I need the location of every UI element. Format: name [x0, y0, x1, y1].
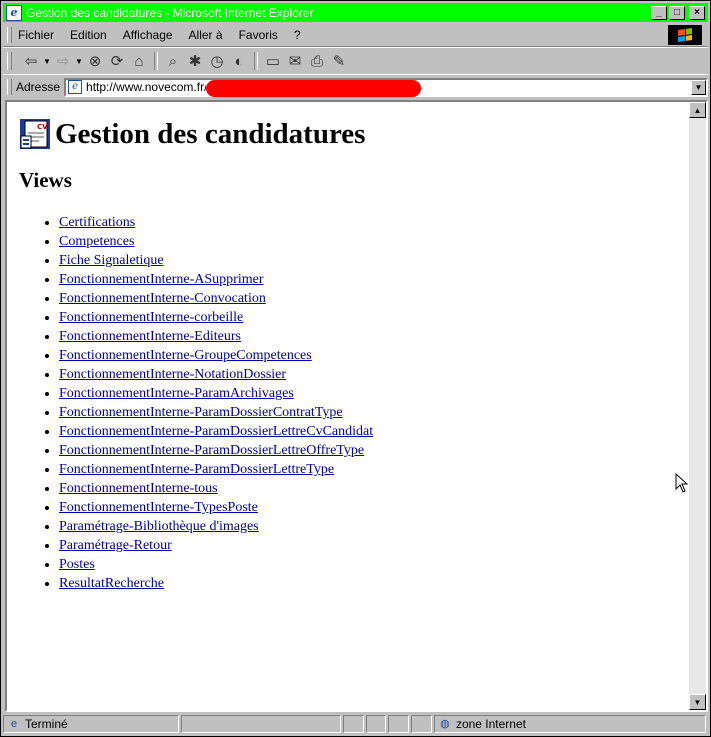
view-link[interactable]: FonctionnementInterne-GroupeCompetences [59, 348, 312, 363]
view-link[interactable]: FonctionnementInterne-ParamDossierContratType [59, 405, 343, 420]
status-panel-small [366, 715, 387, 733]
address-field[interactable] [64, 78, 708, 97]
forward-dropdown-icon[interactable]: ▼ [75, 56, 83, 66]
address-bar [3, 74, 708, 99]
list-item [59, 460, 689, 479]
status-panel-progress [181, 715, 341, 733]
page-icon: e [68, 80, 82, 94]
windows-logo-icon [668, 25, 702, 45]
view-link[interactable]: FonctionnementInterne-ParamDossierLettreCvCandidat [59, 424, 374, 439]
menu-aller-a[interactable]: Aller à [188, 28, 223, 42]
title-bar[interactable] [3, 3, 708, 22]
list-item [59, 308, 689, 327]
page-header [19, 116, 689, 152]
status-panel-small [388, 715, 409, 733]
edit-icon[interactable]: ✎ [332, 53, 346, 70]
list-item [59, 555, 689, 574]
list-item [59, 327, 689, 346]
views-heading: Views [19, 168, 72, 192]
page-done-icon: e [10, 718, 18, 730]
page-content [7, 102, 689, 710]
vertical-scrollbar[interactable] [689, 102, 706, 710]
list-item [59, 270, 689, 289]
menu-affichage[interactable]: Affichage [122, 28, 173, 42]
toolbar-grip[interactable] [7, 52, 12, 70]
address-label: Adresse [16, 80, 61, 94]
menubar-grip[interactable] [7, 27, 12, 43]
menu-bar [3, 24, 708, 47]
stop-icon[interactable]: ⊗ [88, 53, 102, 70]
history-icon[interactable]: ◷ [210, 53, 224, 70]
forward-arrow-icon[interactable]: ⇨ [56, 53, 70, 70]
list-item [59, 441, 689, 460]
view-link[interactable]: FonctionnementInterne-Convocation [59, 291, 266, 306]
list-item [59, 384, 689, 403]
minimize-button[interactable]: _ [651, 6, 667, 20]
status-panel-small [411, 715, 432, 733]
status-bar [3, 714, 708, 734]
status-panel-main [3, 715, 179, 733]
view-link[interactable]: Paramétrage-Bibliothèque d'images [59, 519, 259, 534]
view-link[interactable]: FonctionnementInterne-ParamArchivages [59, 386, 294, 401]
refresh-icon[interactable]: ⟳ [110, 53, 124, 70]
svg-text:CV: CV [37, 123, 48, 131]
view-link[interactable]: FonctionnementInterne-ASupprimer [59, 272, 264, 287]
ie-logo-icon: e [6, 5, 22, 21]
standard-toolbar [3, 47, 708, 75]
status-panel-zone [434, 715, 706, 733]
address-input[interactable] [86, 80, 206, 94]
zone-text: zone Internet [455, 717, 526, 731]
view-link[interactable]: FonctionnementInterne-ParamDossierLettreType [59, 462, 335, 477]
view-link[interactable]: FonctionnementInterne-corbeille [59, 310, 244, 325]
list-item [59, 403, 689, 422]
print-icon[interactable]: ⎙ [310, 52, 323, 70]
list-item [59, 498, 689, 517]
search-icon[interactable]: ⌕ [168, 52, 178, 70]
scroll-down-button[interactable]: ▼ [689, 694, 706, 710]
back-dropdown-icon[interactable]: ▼ [43, 56, 51, 66]
page-title: Gestion des candidatures [55, 117, 366, 150]
view-link[interactable]: Fiche Signaletique [59, 253, 164, 268]
list-item [59, 346, 689, 365]
toolbar-separator [154, 52, 158, 70]
view-link[interactable]: Paramétrage-Retour [59, 538, 172, 553]
back-arrow-icon[interactable]: ⇦ [24, 53, 38, 70]
view-link[interactable]: FonctionnementInterne-TypesPoste [59, 500, 258, 515]
window-title: Gestion des candidatures - Microsoft Internet Explorer [26, 5, 314, 20]
view-link[interactable]: FonctionnementInterne-NotationDossier [59, 367, 287, 382]
menu-edition[interactable]: Edition [70, 28, 107, 42]
list-item [59, 213, 689, 232]
fullscreen-icon[interactable]: ▭ [265, 53, 281, 70]
view-link[interactable]: ResultatRecherche [59, 576, 164, 591]
view-link[interactable]: Competences [59, 234, 135, 249]
favorites-icon[interactable]: ✱ [188, 53, 202, 70]
list-item [59, 517, 689, 536]
mouse-cursor-icon [675, 473, 689, 493]
views-list [19, 213, 689, 593]
document-cv-icon [19, 118, 51, 150]
list-item [59, 232, 689, 251]
view-link[interactable]: Certifications [59, 215, 136, 230]
list-item [59, 365, 689, 384]
mail-icon[interactable]: ✉ [288, 53, 302, 70]
status-panel-small [343, 715, 364, 733]
menu-fichier[interactable]: Fichier [18, 28, 55, 42]
view-link[interactable]: FonctionnementInterne-tous [59, 481, 218, 496]
page-viewport [5, 100, 708, 712]
list-item [59, 289, 689, 308]
internet-globe-icon: ◍ [440, 718, 450, 730]
address-dropdown-button[interactable]: ▼ [691, 80, 706, 95]
channels-icon[interactable]: ◐ [234, 52, 244, 70]
menu-help[interactable]: ? [293, 28, 301, 42]
maximize-button[interactable]: □ [669, 6, 685, 20]
list-item [59, 536, 689, 555]
status-text: Terminé [25, 717, 68, 731]
scroll-up-button[interactable]: ▲ [689, 102, 706, 118]
menu-favoris[interactable]: Favoris [238, 28, 278, 42]
toolbar-separator [254, 52, 258, 70]
redaction-mark [206, 80, 421, 97]
list-item [59, 574, 689, 593]
list-item [59, 479, 689, 498]
list-item [59, 251, 689, 270]
close-button[interactable]: × [689, 6, 705, 20]
view-link[interactable]: FonctionnementInterne-Editeurs [59, 329, 241, 344]
home-icon[interactable]: ⌂ [134, 52, 144, 70]
addressbar-grip[interactable] [7, 79, 12, 95]
list-item [59, 422, 689, 441]
view-link[interactable]: Postes [59, 557, 95, 572]
view-link[interactable]: FonctionnementInterne-ParamDossierLettreOffreType [59, 443, 365, 458]
